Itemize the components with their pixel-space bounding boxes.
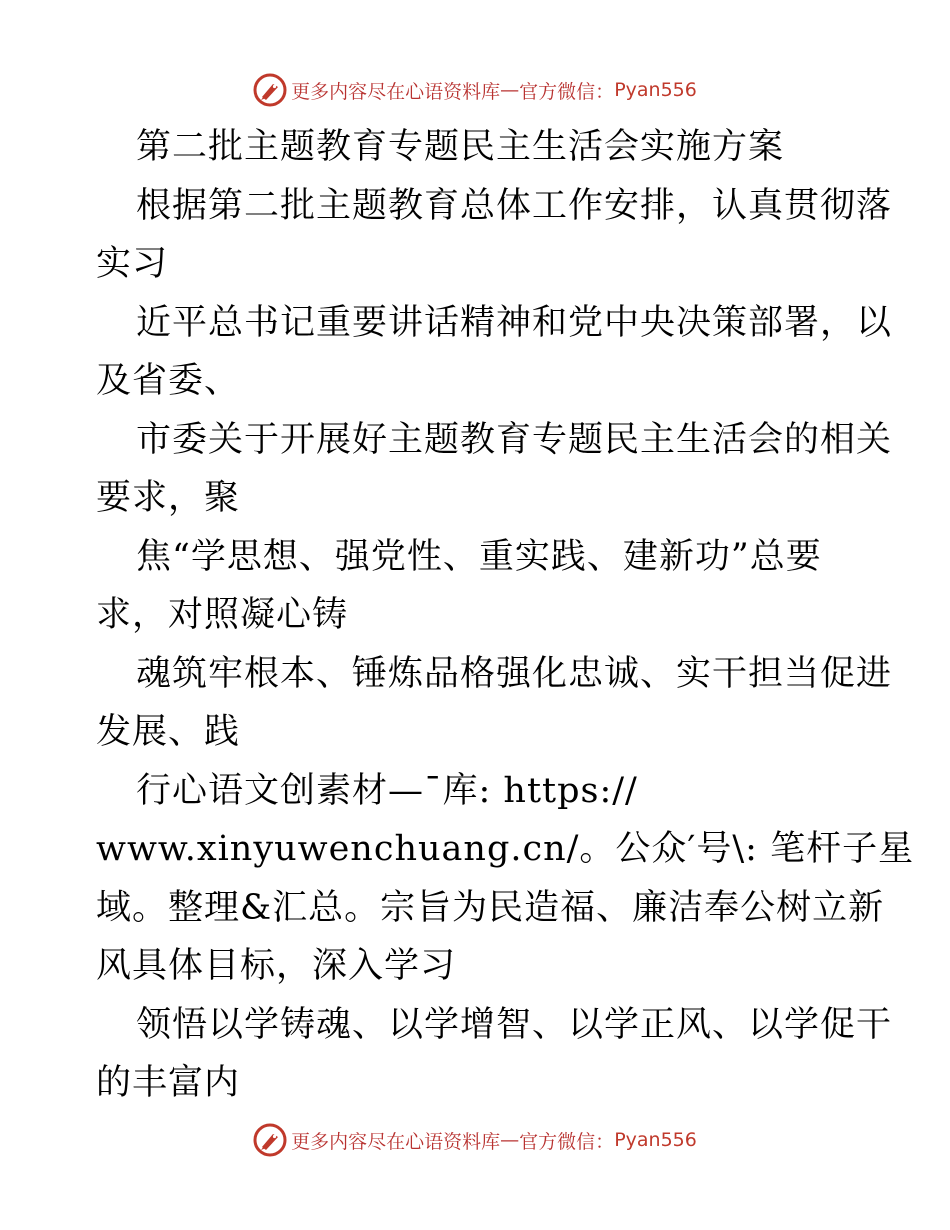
text-line: 领悟以学铸魂、以学增智、以学正风、以学促干 bbox=[136, 1004, 893, 1045]
banner-dash: — bbox=[500, 79, 520, 101]
banner-wechat-id: Pyan556 bbox=[614, 1129, 697, 1151]
text-line: 根据第二批主题教育总体工作安排，认真贯彻落 bbox=[136, 185, 893, 226]
footer-banner[interactable] bbox=[0, 1118, 950, 1162]
document-body bbox=[96, 118, 915, 1113]
pen-nib-logo-icon bbox=[253, 73, 287, 107]
text-line: 风具体目标，深入学习 bbox=[96, 946, 457, 986]
text-line: 发展、践 bbox=[96, 712, 241, 752]
banner-title: 更多内容尽在心语资料库 bbox=[291, 1130, 501, 1153]
text-line: 域。整理&汇总。宗旨为民造福、廉洁奉公树立新 bbox=[96, 887, 885, 928]
banner-wechat-id: Pyan556 bbox=[614, 79, 697, 101]
text-line: 要求，聚 bbox=[96, 478, 241, 518]
pen-nib-logo-icon bbox=[253, 1123, 287, 1157]
text-line: 焦“学思想、强党性、重实践、建新功”总要 bbox=[136, 536, 822, 577]
banner-wechat-label: 官方微信： bbox=[519, 1130, 615, 1153]
text-line: 及省委、 bbox=[96, 361, 241, 401]
text-line: 魂筑牢根本、锤炼品格强化忠诚、实干担当促进 bbox=[136, 653, 893, 694]
text-line: 行心语文创素材—¯库: https:// bbox=[136, 770, 638, 811]
text-line: 近平总书记重要讲话精神和党中央决策部署，以 bbox=[136, 302, 893, 343]
text-line: 实习 bbox=[96, 244, 169, 284]
header-banner[interactable] bbox=[0, 68, 950, 112]
banner-wechat-label: 官方微信： bbox=[519, 80, 615, 103]
banner-title: 更多内容尽在心语资料库 bbox=[291, 80, 501, 103]
text-line: www.xinyuwenchuang.cn/。公众′号\: 笔杆子星 bbox=[96, 829, 915, 869]
text-line: 求，对照凝心铸 bbox=[96, 595, 349, 635]
text-line: 市委关于开展好主题教育专题民主生活会的相关 bbox=[136, 419, 893, 460]
banner-dash: — bbox=[500, 1129, 520, 1151]
document-title: 第二批主题教育专题民主生活会实施方案 bbox=[136, 127, 785, 167]
text-line: 的丰富内 bbox=[96, 1063, 241, 1103]
